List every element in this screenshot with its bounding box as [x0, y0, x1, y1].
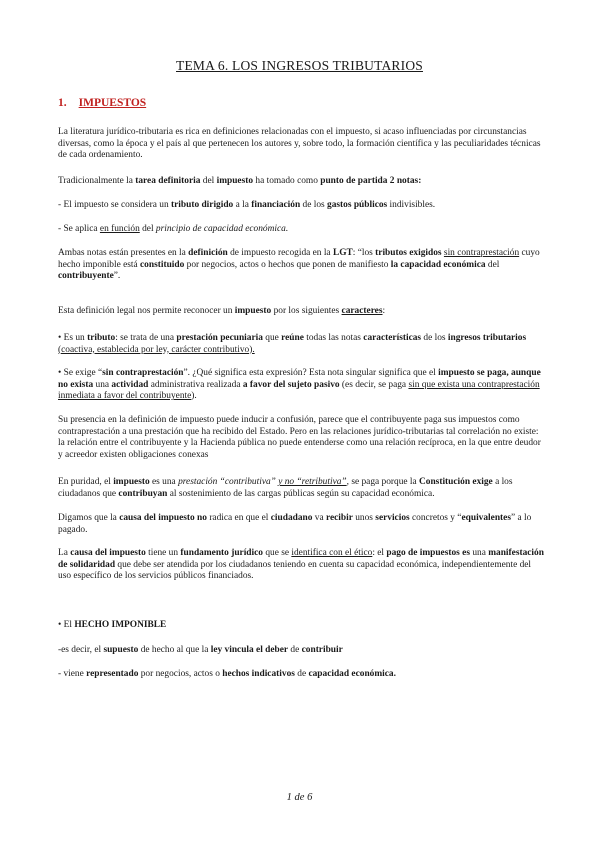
- paragraph-representado: - viene representado por negocios, actos o hechos indicativos de capacidad económica.: [58, 669, 396, 679]
- paragraph-contraprestacion: • Se exige “sin contraprestación”. ¿Qué significa esta expresión? Esta nota singular significa que el impuesto se paga, aunque no exista una actividad administrativa realizada a favor del sujeto pasivo (es decir, se paga sin que exista una contraprestación inmediata a favor del contribuyente).: [58, 368, 541, 402]
- paragraph-hecho-imponible: • El HECHO IMPONIBLE: [58, 620, 167, 630]
- paragraph-nota-2: - Se aplica en función del principio de capacidad económica.: [58, 224, 289, 234]
- section-heading: [58, 97, 146, 109]
- paragraph-caracteres: Esta definición legal nos permite reconocer un impuesto por los siguientes caracteres:: [58, 306, 386, 316]
- paragraph-nota-1: - El impuesto se considera un tributo dirigido a la financiación de los gastos públicos indivisibles.: [58, 200, 436, 210]
- paragraph-definicion: Ambas notas están presentes en la definición de impuesto recogida en la LGT: “los tributos exigidos sin contraprestación cuyo hecho imponible está constituido por negocios, actos o hechos que ponen de manifiesto la capacidad económica del contribuyente”.: [58, 248, 540, 282]
- paragraph-confusion: Su presencia en la definición de impuesto puede inducir a confusión, parece que el contribuyente paga sus impuestos como contraprestación a una prestación que ha recibido del Estado. Pero en las relaciones jurídico-tributarias tal correlación no existe: la relación entre el contribuyente y la Hacienda pública no puede entenderse como una relación recíproca, en la que entre deudor y acreedor existen obligaciones conexas: [58, 415, 541, 460]
- paragraph-causa: Digamos que la causa del impuesto no radica en que el ciudadano va recibir unos servicios concretos y “equivalentes” a lo pagado.: [58, 513, 532, 535]
- paragraph-tributo: • Es un tributo: se trata de una prestación pecuniaria que reúne todas las notas características de los ingresos tributarios (coactiva, establecida por ley, carácter contributivo).: [58, 333, 527, 355]
- paragraph-supuesto: -es decir, el supuesto de hecho al que la ley vincula el deber de contribuir: [58, 645, 343, 655]
- paragraph-notas: Tradicionalmente la tarea definitoria del impuesto ha tomado como punto de partida 2 notas:: [58, 176, 422, 186]
- section-number: 1.: [58, 97, 67, 109]
- paragraph-fundamento: La causa del impuesto tiene un fundamento jurídico que se identifica con el ético: el pago de impuestos es una manifestación de solidaridad que debe ser atendida por los ciudadanos teniendo en cuenta su capacidad económica, independientemente del uso específico de los servicios públicos financiados.: [58, 548, 544, 582]
- page-number: 1 de 6: [286, 792, 313, 803]
- paragraph-intro: La literatura jurídico-tributaria es rica en definiciones relacionadas con el impuesto, si acaso influenciadas por circunstancias diversas, como la época y el país al que pertenecen los autores y, sobre todo, la formación científica y las peculiaridades técnicas de cada ordenamiento.: [58, 127, 541, 161]
- paragraph-puridad: En puridad, el impuesto es una prestación “contributiva” y no “retributiva”, se paga porque la Constitución exige a los ciudadanos que contribuyan al sostenimiento de las cargas públicas según su capacidad económica.: [58, 477, 513, 499]
- page-title: TEMA 6. LOS INGRESOS TRIBUTARIOS: [176, 58, 423, 73]
- section-label: IMPUESTOS: [78, 97, 147, 109]
